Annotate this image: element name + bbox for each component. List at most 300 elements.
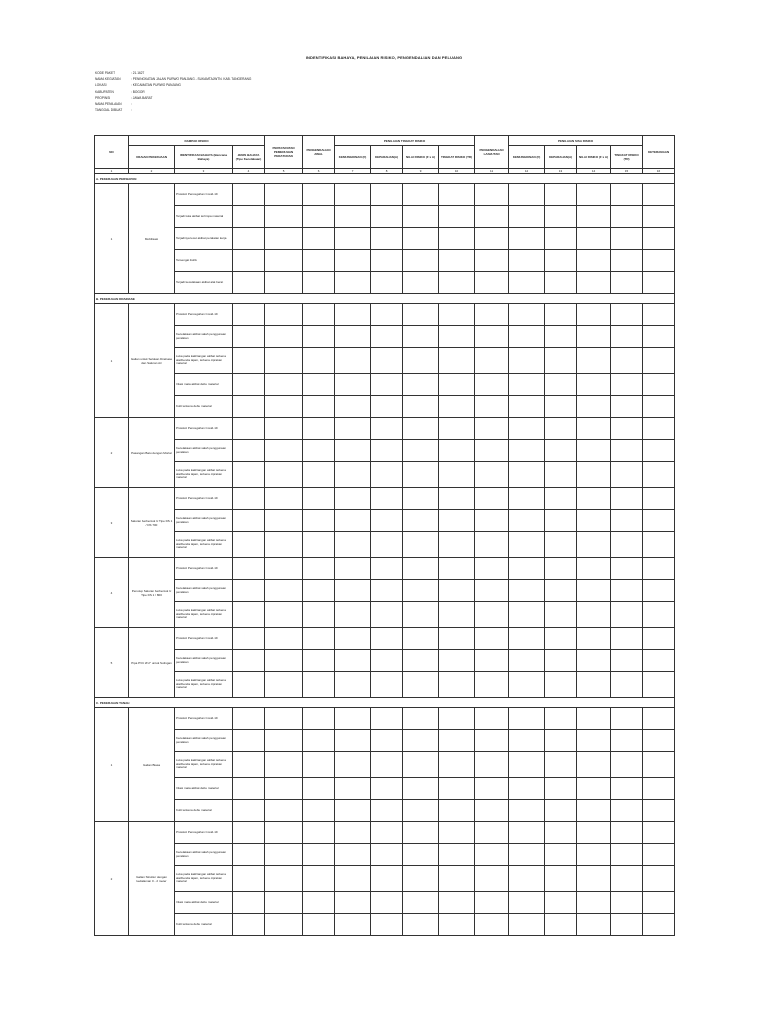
section-title: B. PEKERJAAN DRAINASE: [95, 294, 675, 304]
empty-cell: [233, 272, 265, 294]
empty-cell: [545, 418, 577, 440]
activity-number: 1: [95, 708, 129, 822]
table-row: [95, 580, 675, 602]
activity-name: Galian Struktur dengan kedalaman 0 - 2 meter: [129, 822, 175, 936]
activity-number: 2: [95, 418, 129, 488]
empty-cell: [403, 348, 439, 374]
activity-name: Mobilisasi: [129, 184, 175, 294]
empty-cell: [335, 866, 371, 892]
table-row: [95, 672, 675, 698]
empty-cell: [509, 558, 545, 580]
empty-cell: [643, 348, 675, 374]
empty-cell: [233, 844, 265, 866]
table-row: [95, 374, 675, 396]
empty-cell: [509, 892, 545, 914]
empty-cell: [403, 892, 439, 914]
empty-cell: [265, 708, 303, 730]
empty-cell: [643, 672, 675, 698]
empty-cell: [265, 558, 303, 580]
empty-cell: [265, 650, 303, 672]
empty-cell: [403, 752, 439, 778]
empty-cell: [403, 228, 439, 250]
empty-cell: [577, 440, 611, 462]
empty-cell: [371, 418, 403, 440]
empty-cell: [233, 822, 265, 844]
empty-cell: [233, 800, 265, 822]
table-row: [95, 250, 675, 272]
empty-cell: [403, 822, 439, 844]
column-number: 11: [475, 169, 509, 174]
empty-cell: [577, 800, 611, 822]
empty-cell: [439, 708, 475, 730]
empty-cell: [611, 580, 643, 602]
empty-cell: [643, 730, 675, 752]
empty-cell: [577, 374, 611, 396]
empty-cell: [475, 510, 509, 532]
empty-cell: [303, 800, 335, 822]
empty-cell: [475, 304, 509, 326]
empty-cell: [403, 914, 439, 936]
empty-cell: [475, 206, 509, 228]
empty-cell: [509, 708, 545, 730]
header-pengendalian-awal: PENGENDALIAN AWAL: [303, 136, 335, 169]
empty-cell: [577, 730, 611, 752]
header-keterangan: KETERANGAN: [643, 136, 675, 169]
empty-cell: [577, 488, 611, 510]
empty-cell: [303, 326, 335, 348]
empty-cell: [265, 348, 303, 374]
empty-cell: [335, 730, 371, 752]
empty-cell: [265, 800, 303, 822]
empty-cell: [577, 708, 611, 730]
empty-cell: [403, 672, 439, 698]
column-number: 13: [545, 169, 577, 174]
empty-cell: [335, 628, 371, 650]
empty-cell: [265, 822, 303, 844]
empty-cell: [643, 184, 675, 206]
empty-cell: [439, 778, 475, 800]
empty-cell: [439, 396, 475, 418]
empty-cell: [611, 822, 643, 844]
empty-cell: [577, 272, 611, 294]
header-tingkat-sisa: TINGKAT RISIKO (TR): [611, 146, 643, 169]
empty-cell: [577, 348, 611, 374]
activity-number: 1: [95, 184, 129, 294]
empty-cell: [509, 418, 545, 440]
empty-cell: [545, 778, 577, 800]
empty-cell: [577, 184, 611, 206]
empty-cell: [475, 580, 509, 602]
empty-cell: [577, 602, 611, 628]
empty-cell: [611, 206, 643, 228]
hazard-cell: Kulit terkena debu material: [175, 396, 233, 418]
empty-cell: [233, 672, 265, 698]
empty-cell: [509, 730, 545, 752]
table-row: [95, 892, 675, 914]
empty-cell: [577, 672, 611, 698]
empty-cell: [371, 272, 403, 294]
meta-value: : 21.1627: [131, 71, 145, 75]
empty-cell: [303, 822, 335, 844]
empty-cell: [509, 348, 545, 374]
empty-cell: [335, 580, 371, 602]
empty-cell: [643, 326, 675, 348]
empty-cell: [509, 752, 545, 778]
empty-cell: [371, 778, 403, 800]
meta-label: KABUPATEN: [95, 89, 114, 94]
empty-cell: [303, 730, 335, 752]
empty-cell: [335, 510, 371, 532]
empty-cell: [509, 778, 545, 800]
meta-row: [95, 107, 251, 113]
empty-cell: [545, 558, 577, 580]
empty-cell: [335, 250, 371, 272]
empty-cell: [577, 326, 611, 348]
empty-cell: [371, 580, 403, 602]
empty-cell: [577, 304, 611, 326]
empty-cell: [643, 650, 675, 672]
table-row: [95, 462, 675, 488]
risk-table: [94, 135, 675, 936]
empty-cell: [371, 844, 403, 866]
empty-cell: [233, 914, 265, 936]
empty-cell: [439, 206, 475, 228]
empty-cell: [265, 304, 303, 326]
header-jenis: JENIS BAHAYA (Tipe Kecelakaan): [233, 146, 265, 169]
empty-cell: [403, 532, 439, 558]
table-row: [95, 914, 675, 936]
empty-cell: [545, 892, 577, 914]
empty-cell: [545, 602, 577, 628]
hazard-cell: Kecelakaan akibat salah penggunaan peralatan: [175, 510, 233, 532]
empty-cell: [371, 206, 403, 228]
empty-cell: [371, 914, 403, 936]
empty-cell: [233, 602, 265, 628]
empty-cell: [475, 628, 509, 650]
hazard-cell: Kecelakaan akibat salah penggunaan peralatan: [175, 326, 233, 348]
empty-cell: [371, 440, 403, 462]
empty-cell: [475, 844, 509, 866]
column-number: 7: [335, 169, 371, 174]
empty-cell: [335, 708, 371, 730]
meta-label: KODE PAKET: [95, 71, 116, 75]
empty-cell: [335, 440, 371, 462]
empty-cell: [509, 272, 545, 294]
empty-cell: [545, 672, 577, 698]
empty-cell: [545, 844, 577, 866]
hazard-cell: Protokol Pencegahan Covid-19: [175, 184, 233, 206]
meta-label: NAMA PENILAIAN: [95, 102, 122, 107]
empty-cell: [371, 532, 403, 558]
empty-cell: [265, 206, 303, 228]
table-row: [95, 866, 675, 892]
empty-cell: [545, 752, 577, 778]
empty-cell: [233, 374, 265, 396]
empty-cell: [509, 184, 545, 206]
empty-cell: [611, 462, 643, 488]
empty-cell: [643, 580, 675, 602]
empty-cell: [303, 866, 335, 892]
empty-cell: [371, 866, 403, 892]
empty-cell: [545, 440, 577, 462]
meta-value: : JAWA BARAT: [131, 95, 153, 100]
empty-cell: [233, 228, 265, 250]
header-kemungkinan: KEMUNGKINAN (F): [335, 146, 371, 169]
empty-cell: [611, 730, 643, 752]
empty-cell: [439, 558, 475, 580]
empty-cell: [611, 778, 643, 800]
activity-number: 4: [95, 558, 129, 628]
hazard-cell: Iritasi mata akibat debu material: [175, 778, 233, 800]
empty-cell: [335, 914, 371, 936]
empty-cell: [545, 396, 577, 418]
empty-cell: [545, 228, 577, 250]
empty-cell: [439, 580, 475, 602]
empty-cell: [403, 866, 439, 892]
empty-cell: [403, 628, 439, 650]
empty-cell: [643, 844, 675, 866]
empty-cell: [577, 752, 611, 778]
table-row: [95, 800, 675, 822]
empty-cell: [475, 462, 509, 488]
empty-cell: [303, 348, 335, 374]
hazard-cell: Iritasi mata akibat debu material: [175, 892, 233, 914]
empty-cell: [303, 304, 335, 326]
activity-name: Galian Biasa: [129, 708, 175, 822]
table-row: [95, 532, 675, 558]
empty-cell: [611, 374, 643, 396]
empty-cell: [335, 532, 371, 558]
empty-cell: [611, 708, 643, 730]
empty-cell: [303, 228, 335, 250]
empty-cell: [643, 558, 675, 580]
empty-cell: [233, 580, 265, 602]
hazard-cell: Luka pada kaki/tangan akibat terkena alat/benda tajam, terkena ciprakan material: [175, 602, 233, 628]
column-number: 1: [95, 169, 129, 174]
hazard-cell: Kecelakaan akibat salah penggunaan peralatan: [175, 730, 233, 752]
empty-cell: [403, 510, 439, 532]
table-row: [95, 396, 675, 418]
hazard-cell: Protokol Pencegahan Covid-19: [175, 418, 233, 440]
empty-cell: [475, 800, 509, 822]
empty-cell: [577, 558, 611, 580]
empty-cell: [545, 250, 577, 272]
empty-cell: [439, 532, 475, 558]
header-penilaian-sisa: PENILAIAN SISA RISIKO: [509, 136, 643, 146]
empty-cell: [509, 800, 545, 822]
empty-cell: [335, 272, 371, 294]
column-number: 4: [233, 169, 265, 174]
empty-cell: [233, 396, 265, 418]
empty-cell: [403, 272, 439, 294]
table-row: [95, 602, 675, 628]
empty-cell: [265, 844, 303, 866]
column-number: 3: [175, 169, 233, 174]
empty-cell: [335, 844, 371, 866]
column-number: 14: [577, 169, 611, 174]
table-row: [95, 778, 675, 800]
header-persyaratan: PERSYARATAN PEMENUHAN PERATURAN: [265, 136, 303, 169]
empty-cell: [545, 510, 577, 532]
empty-cell: [439, 628, 475, 650]
empty-cell: [233, 488, 265, 510]
hazard-cell: Luka pada kaki/tangan akibat terkena alat/benda tajam, terkena ciprakan material: [175, 866, 233, 892]
empty-cell: [643, 396, 675, 418]
empty-cell: [439, 304, 475, 326]
empty-cell: [577, 650, 611, 672]
empty-cell: [545, 730, 577, 752]
table-row: [95, 228, 675, 250]
empty-cell: [233, 778, 265, 800]
empty-cell: [611, 348, 643, 374]
empty-cell: [371, 892, 403, 914]
empty-cell: [439, 326, 475, 348]
empty-cell: [439, 914, 475, 936]
empty-cell: [611, 532, 643, 558]
empty-cell: [643, 440, 675, 462]
table-row: [95, 348, 675, 374]
header-tingkat: TINGKAT RISIKO (TR): [439, 146, 475, 169]
empty-cell: [643, 914, 675, 936]
empty-cell: [233, 558, 265, 580]
section-row: [95, 294, 675, 304]
section-title: A. PEKERJAAN PERSIAPAN: [95, 174, 675, 184]
empty-cell: [475, 418, 509, 440]
empty-cell: [611, 650, 643, 672]
table-row: [95, 730, 675, 752]
empty-cell: [611, 184, 643, 206]
empty-cell: [611, 228, 643, 250]
empty-cell: [439, 348, 475, 374]
empty-cell: [303, 396, 335, 418]
empty-cell: [509, 672, 545, 698]
empty-cell: [475, 558, 509, 580]
empty-cell: [611, 752, 643, 778]
empty-cell: [475, 348, 509, 374]
empty-cell: [303, 510, 335, 532]
empty-cell: [335, 396, 371, 418]
empty-cell: [371, 800, 403, 822]
empty-cell: [335, 558, 371, 580]
activity-number: 5: [95, 628, 129, 698]
empty-cell: [643, 228, 675, 250]
empty-cell: [335, 206, 371, 228]
empty-cell: [509, 532, 545, 558]
empty-cell: [611, 272, 643, 294]
empty-cell: [403, 580, 439, 602]
meta-value: : PENINGKATAN JALAN PURWO PANJANG - SUKAMTAJWTN. KAB. TANGERANG: [131, 77, 252, 82]
empty-cell: [371, 752, 403, 778]
empty-cell: [371, 650, 403, 672]
empty-cell: [403, 708, 439, 730]
empty-cell: [303, 418, 335, 440]
column-number: 9: [403, 169, 439, 174]
empty-cell: [303, 914, 335, 936]
empty-cell: [545, 462, 577, 488]
empty-cell: [545, 580, 577, 602]
empty-cell: [611, 602, 643, 628]
meta-value: : BOGOR: [131, 89, 145, 94]
empty-cell: [577, 892, 611, 914]
empty-cell: [403, 206, 439, 228]
empty-cell: [545, 326, 577, 348]
empty-cell: [265, 914, 303, 936]
hazard-cell: Protokol Pencegahan Covid-19: [175, 558, 233, 580]
empty-cell: [265, 628, 303, 650]
empty-cell: [371, 822, 403, 844]
empty-cell: [545, 304, 577, 326]
empty-cell: [475, 914, 509, 936]
empty-cell: [371, 628, 403, 650]
empty-cell: [509, 602, 545, 628]
activity-name: Penutup Saluran berbentuk U Tipe DS 1 / 800: [129, 558, 175, 628]
empty-cell: [265, 250, 303, 272]
empty-cell: [611, 510, 643, 532]
empty-cell: [265, 462, 303, 488]
column-number: 12: [509, 169, 545, 174]
empty-cell: [545, 184, 577, 206]
empty-cell: [475, 672, 509, 698]
empty-cell: [439, 374, 475, 396]
empty-cell: [265, 580, 303, 602]
empty-cell: [439, 822, 475, 844]
hazard-cell: Kecelakaan akibat salah penggunaan peralatan: [175, 844, 233, 866]
empty-cell: [577, 914, 611, 936]
empty-cell: [545, 628, 577, 650]
empty-cell: [371, 462, 403, 488]
empty-cell: [643, 374, 675, 396]
empty-cell: [403, 602, 439, 628]
table-row: [95, 440, 675, 462]
empty-cell: [643, 866, 675, 892]
empty-cell: [509, 914, 545, 936]
empty-cell: [545, 822, 577, 844]
empty-cell: [577, 628, 611, 650]
empty-cell: [265, 778, 303, 800]
empty-cell: [509, 650, 545, 672]
empty-cell: [335, 374, 371, 396]
header-nilai: NILAI RISIKO (F x A): [403, 146, 439, 169]
meta-value: : KECAMATAN PURWO PANJANG: [131, 83, 181, 88]
empty-cell: [577, 510, 611, 532]
table-row: [95, 488, 675, 510]
empty-cell: [643, 510, 675, 532]
empty-cell: [303, 206, 335, 228]
empty-cell: [335, 778, 371, 800]
empty-cell: [265, 184, 303, 206]
empty-cell: [233, 866, 265, 892]
empty-cell: [643, 418, 675, 440]
empty-cell: [303, 580, 335, 602]
hazard-cell: Luka pada kaki/tangan akibat terkena alat/benda tajam, terkena ciprakan material: [175, 532, 233, 558]
header-dampak: DAMPAK RISIKO: [129, 136, 265, 146]
empty-cell: [439, 866, 475, 892]
meta-value: :: [131, 102, 132, 107]
empty-cell: [303, 184, 335, 206]
empty-cell: [233, 628, 265, 650]
header-keparahan-sisa: KEPARAHAN(A): [545, 146, 577, 169]
risk-table-body: [95, 174, 675, 936]
empty-cell: [233, 326, 265, 348]
empty-cell: [611, 418, 643, 440]
empty-cell: [545, 272, 577, 294]
empty-cell: [335, 892, 371, 914]
empty-cell: [611, 844, 643, 866]
empty-cell: [265, 866, 303, 892]
empty-cell: [643, 778, 675, 800]
empty-cell: [643, 488, 675, 510]
empty-cell: [303, 672, 335, 698]
